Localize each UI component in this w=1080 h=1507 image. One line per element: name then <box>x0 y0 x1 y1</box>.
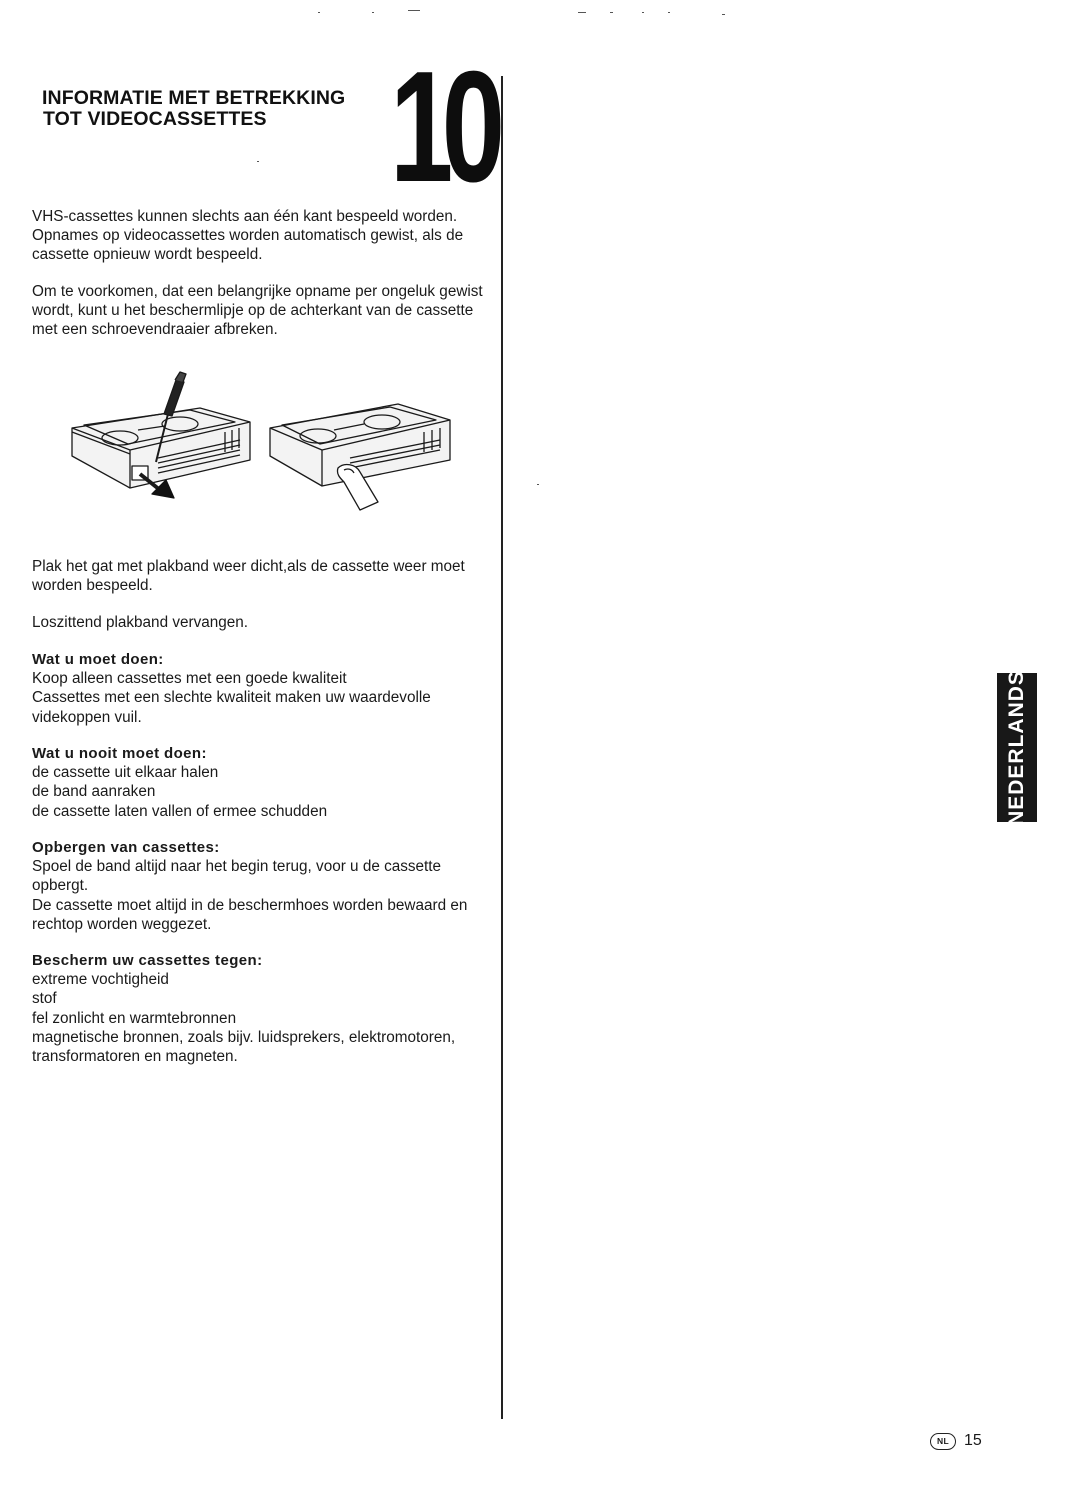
section-opbergen-van-cassettes <box>32 838 500 934</box>
language-side-tab <box>997 669 1037 826</box>
language-badge-icon: NL <box>930 1433 956 1450</box>
intro-text-2: Om te voorkomen, dat een belangrijke opname per ongeluk gewist wordt, kunt u het beschermlipje op de achterkant van de cassette met een schroevendraaier afbreken. <box>32 283 483 339</box>
page-number: 15 <box>964 1432 982 1449</box>
section-line: magnetische bronnen, zoals bijv. luidsprekers, elektromotoren, transformatoren en magneten. <box>32 1028 456 1066</box>
scan-speck <box>578 12 586 13</box>
intro-text-1: VHS-cassettes kunnen slechts aan één kant bespeeld worden. Opnames op videocassettes worden automatisch gewist, als de cassette opnieuw wordt bespeeld. <box>32 208 464 264</box>
page-title <box>42 88 345 130</box>
page-title-line-1: INFORMATIE MET BETREKKING <box>42 87 346 109</box>
section-heading: Wat u moet doen: <box>32 651 164 668</box>
scan-speck <box>642 12 644 13</box>
scan-speck <box>257 161 259 162</box>
section-line: extreme vochtigheid <box>32 971 169 989</box>
section-line: de band aanraken <box>32 783 156 801</box>
scan-speck <box>372 12 374 13</box>
after-illustration-text-1: Plak het gat met plakband weer dicht,als de cassette weer moet worden bespeeld. <box>32 558 465 595</box>
section-wat-u-moet-doen <box>32 650 500 727</box>
after-illustration-text-2: Loszittend plakband vervangen. <box>32 614 249 631</box>
section-line: stof <box>32 990 57 1008</box>
scan-speck <box>318 12 320 13</box>
section-line: fel zonlicht en warmtebronnen <box>32 1009 237 1027</box>
page-footer <box>930 1432 982 1450</box>
scan-speck <box>722 14 725 15</box>
section-heading: Bescherm uw cassettes tegen: <box>32 952 263 969</box>
language-side-tab-label: NEDERLANDS <box>1005 669 1028 826</box>
after-illustration-paragraph-1 <box>32 557 500 595</box>
scan-speck <box>408 10 420 11</box>
chapter-number: 10 <box>390 39 494 215</box>
column-divider <box>501 76 503 1419</box>
section-line: de cassette laten vallen of ermee schudden <box>32 802 328 820</box>
intro-paragraph-2 <box>32 282 500 340</box>
section-heading: Wat u nooit moet doen: <box>32 745 207 762</box>
scan-speck <box>610 12 613 13</box>
section-line: de cassette uit elkaar halen <box>32 764 219 782</box>
page-title-line-2: TOT VIDEOCASSETTES <box>43 108 267 130</box>
section-line: Koop alleen cassettes met een goede kwaliteit <box>32 670 347 688</box>
section-bescherm-uw-cassettes <box>32 951 500 1066</box>
section-line: Spoel de band altijd naar het begin terug, voor u de cassette opbergt. <box>32 858 442 895</box>
cassette-illustration <box>60 370 460 520</box>
cassette-with-screwdriver-icon <box>72 372 250 498</box>
cassette-with-finger-icon <box>270 404 450 510</box>
section-wat-u-nooit-moet-doen <box>32 744 500 821</box>
section-heading: Opbergen van cassettes: <box>32 839 220 856</box>
section-line: Cassettes met een slechte kwaliteit maken uw waardevolle videkoppen vuil. <box>32 689 431 726</box>
intro-paragraph-1 <box>32 207 500 265</box>
after-illustration-paragraph-2 <box>32 613 500 632</box>
scan-speck <box>537 484 539 485</box>
section-line: De cassette moet altijd in de beschermhoes worden bewaard en rechtop worden weggezet. <box>32 896 468 933</box>
scan-speck <box>668 12 670 13</box>
